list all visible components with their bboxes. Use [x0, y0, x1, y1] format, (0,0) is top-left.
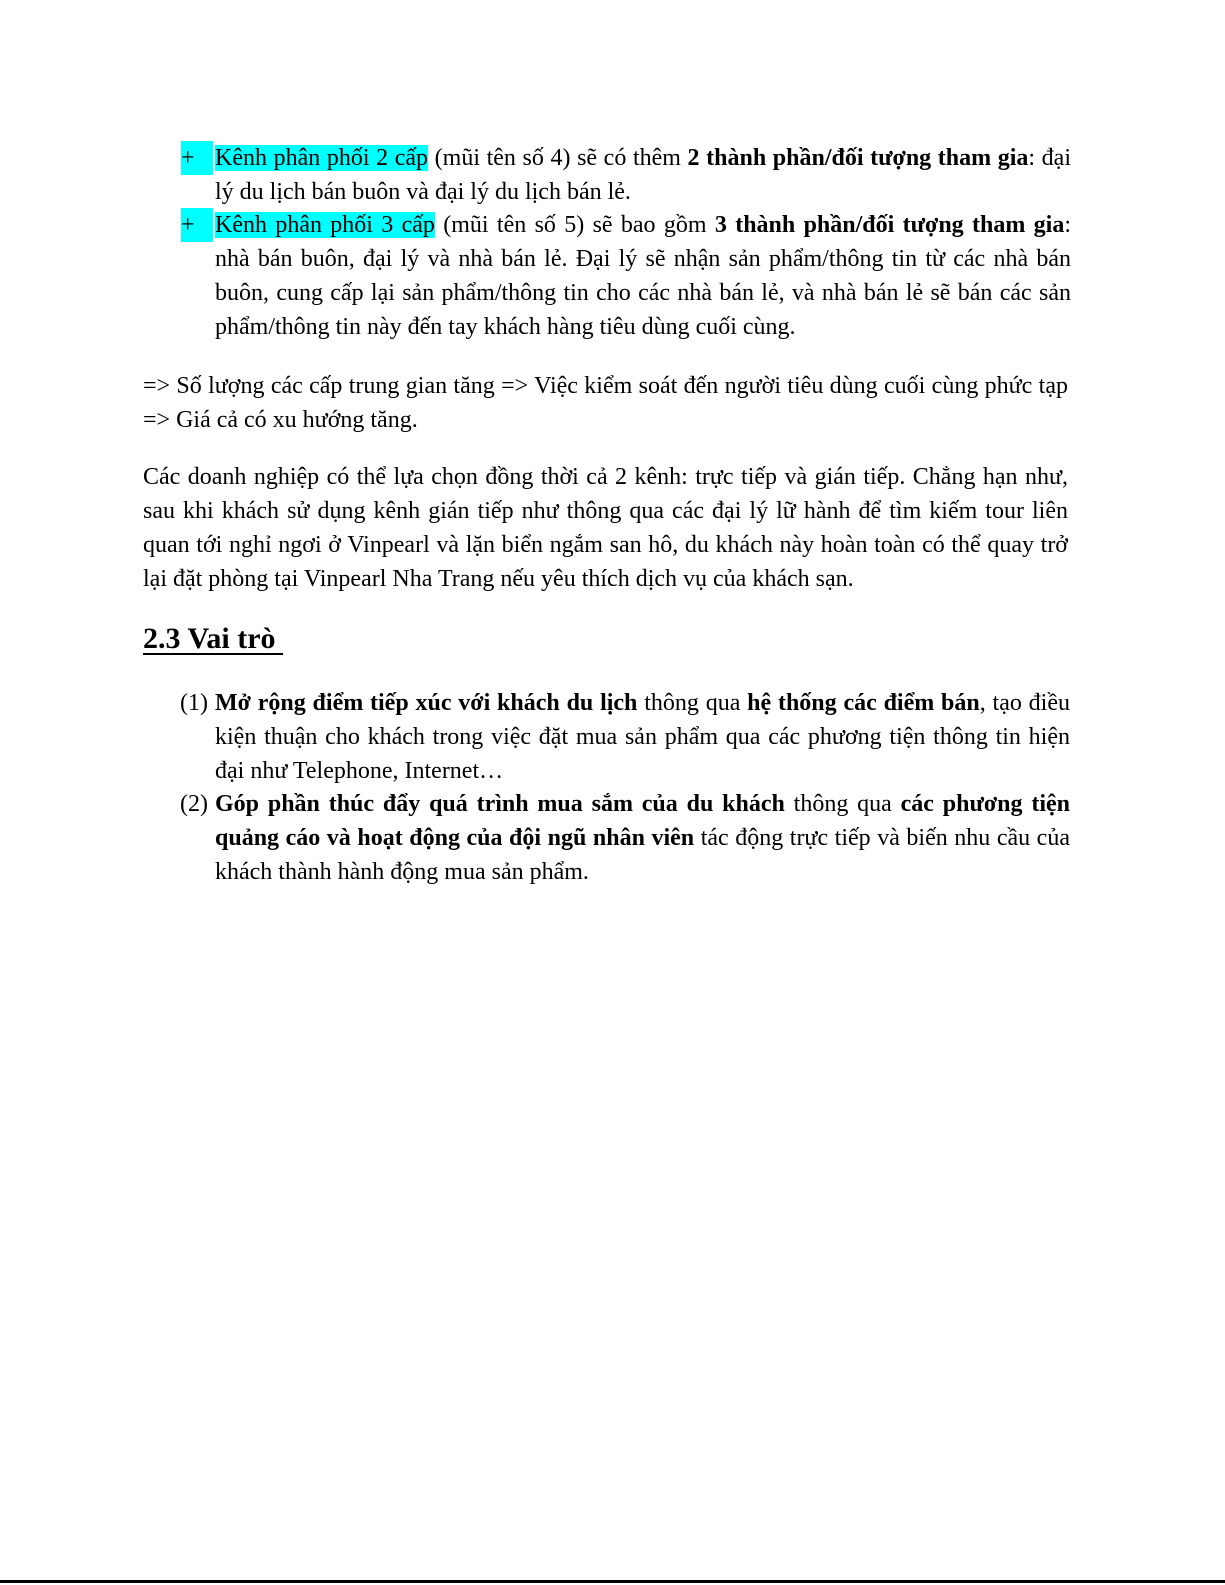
highlighted-term: Kênh phân phối 2 cấp: [215, 145, 429, 171]
bullet-text: (mũi tên số 5) sẽ bao gồm: [434, 212, 715, 238]
role-text: thông qua: [637, 690, 748, 716]
bullet-item: [181, 141, 1071, 209]
role-body: [215, 686, 1070, 788]
role-text: thông qua: [784, 791, 901, 817]
role-bold: Góp phần thúc đẩy quá trình mua sắm của du khách: [215, 791, 785, 817]
page-bottom-border: [0, 1580, 1225, 1583]
highlighted-term: Kênh phân phối 3 cấp: [215, 212, 435, 238]
role-number: (1): [180, 690, 208, 716]
bullet-bold: 2 thành phần/đối tượng tham gia: [687, 145, 1029, 171]
role-number: (2): [180, 791, 208, 817]
role-bold: Mở rộng điểm tiếp xúc với khách du lịch: [215, 690, 638, 716]
bullet-item: [181, 208, 1071, 344]
bullet-bold: 3 thành phần/đối tượng tham gia: [714, 212, 1065, 238]
section-heading: 2.3 Vai trò: [143, 622, 284, 655]
example-paragraph: Các doanh nghiệp có thể lựa chọn đồng thời cả 2 kênh: trực tiếp và gián tiếp. Chẳng hạn như, sau khi khách sử dụng kênh gián tiếp như thông qua các đại lý lữ hành để tìm kiếm tour liên quan tới nghỉ ngơi ở Vinpearl và lặn biển ngắm san hô, du khách này hoàn toàn có thể quay trở lại đặt phòng tại Vinpearl Nha Trang nếu yêu thích dịch vụ của khách sạn.: [143, 464, 1068, 592]
role-bold: hệ thống các điểm bán: [747, 690, 980, 716]
bullet-text: (mũi tên số 4) sẽ có thêm: [428, 145, 688, 171]
role-bold: các phương tiện quảng cáo và hoạt động của đội ngũ nhân viên: [215, 791, 1071, 851]
conclusion-paragraph: => Số lượng các cấp trung gian tăng => Việc kiểm soát đến người tiêu dùng cuối cùng phức tạp => Giá cả có xu hướng tăng.: [143, 373, 1068, 433]
bullet-body: [215, 141, 1071, 209]
bullet-text: : nhà bán buôn, đại lý và nhà bán lẻ. Đại lý sẽ nhận sản phẩm/thông tin từ các nhà bán buôn, cung cấp lại sản phẩm/thông tin cho các nhà bán lẻ, và nhà bán lẻ sẽ bán các sản phẩm/thông tin này đến tay khách hàng tiêu dùng cuối cùng.: [215, 212, 1072, 340]
bullet-symbol: +: [181, 212, 195, 238]
role-text: tác động trực tiếp và biến nhu cầu của khách thành hành động mua sản phẩm.: [215, 825, 1070, 885]
bullet-symbol: +: [181, 145, 195, 171]
role-body: [215, 787, 1070, 889]
role-item: [180, 787, 1070, 889]
bullet-body: [215, 208, 1071, 344]
role-item: [180, 686, 1070, 788]
role-text: , tạo điều kiện thuận cho khách trong việc đặt mua sản phẩm qua các phương tiện thông tin hiện đại như Telephone, Internet…: [215, 690, 1070, 784]
bullet-text: : đại lý du lịch bán buôn và đại lý du lịch bán lẻ.: [215, 145, 1071, 205]
